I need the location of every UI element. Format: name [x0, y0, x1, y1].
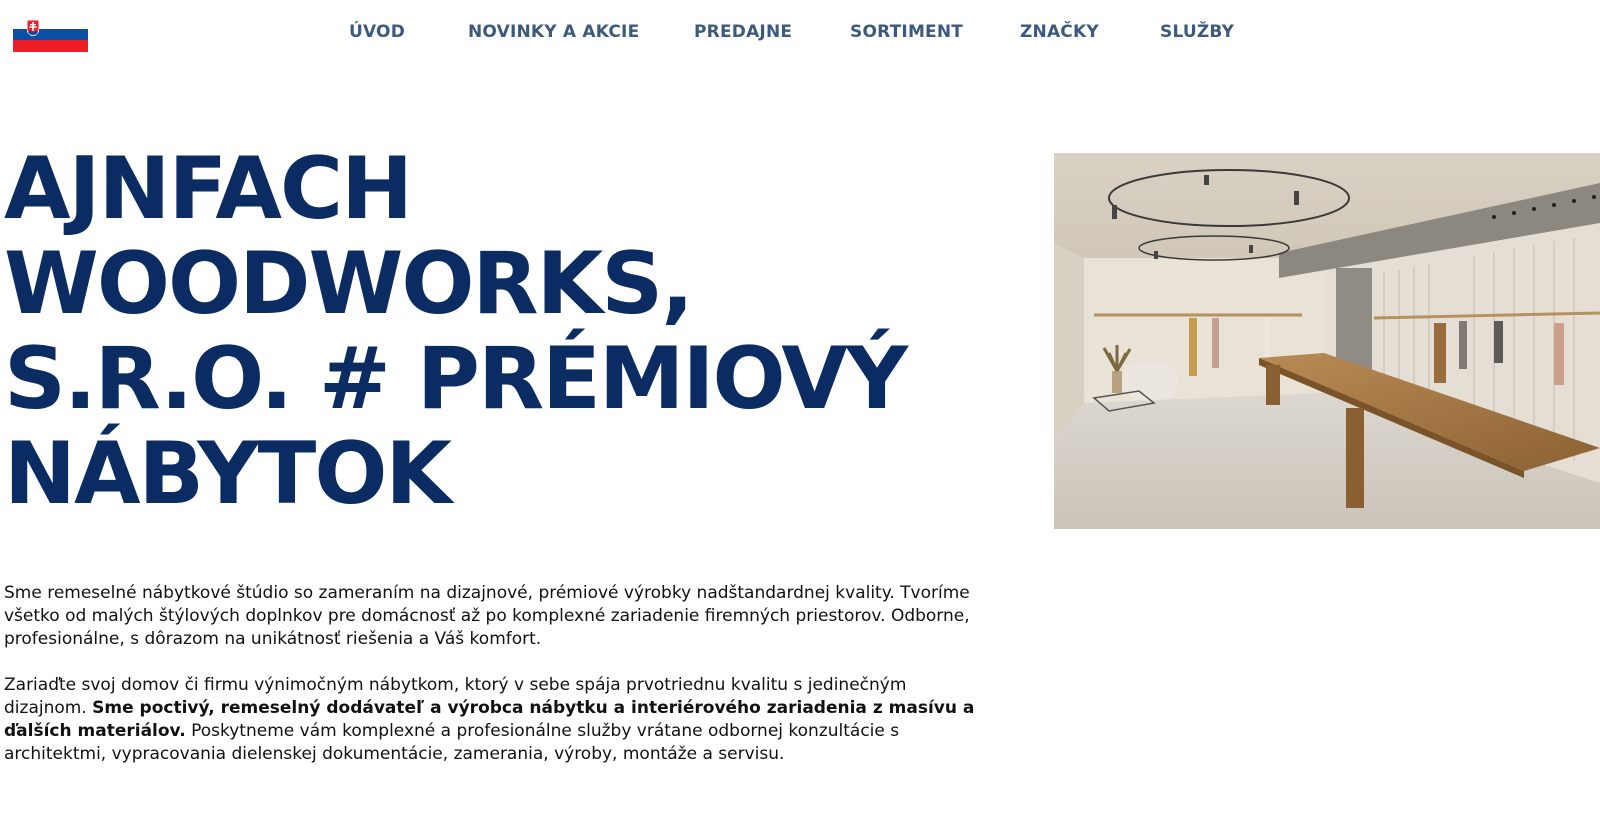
page-title	[4, 139, 1004, 524]
nav-predajne[interactable]: PREDAJNE	[694, 22, 793, 42]
nav-znacky[interactable]: ZNAČKY	[1020, 22, 1099, 42]
nav-uvod[interactable]: ÚVOD	[349, 22, 406, 42]
main-navigation	[0, 18, 1600, 48]
intro-text	[4, 582, 984, 789]
nav-novinky-a-akcie[interactable]: NOVINKY A AKCIE	[468, 22, 640, 42]
intro-paragraph: Sme remeselné nábytkové štúdio so zameraním na dizajnové, prémiové výrobky nadštandardnej kvality. Tvoríme všetko od malých štýlových doplnkov pre domácnosť až po komplexné zariadenie firemných priestorov. Odborne, profesionálne, s dôrazom na unikátnosť riešenia a Váš komfort.	[4, 583, 970, 649]
intro-lead: Zariaďte svoj domov či firmu výnimočným nábytkom, ktorý v sebe spája prvotriednu kvalitu s jedinečným dizajnom.	[4, 675, 907, 718]
intro-tail: Poskytneme vám komplexné a profesionálne služby vrátane odbornej konzultácie s architektmi, vypracovania dielenskej dokumentácie, zamerania, výroby, montáže a servisu.	[4, 721, 900, 764]
nav-sluzby[interactable]: SLUŽBY	[1160, 22, 1235, 42]
intro-paragraph	[4, 674, 984, 766]
intro-bold: Sme poctivý, remeselný dodávateľ a výrobca nábytku a interiérového zariadenia z masívu a ďalších materiálov.	[4, 698, 975, 741]
showroom-illustration	[1054, 153, 1600, 529]
title-line: WOODWORKS,	[4, 234, 692, 334]
title-line: S.R.O. # PRÉMIOVÝ	[4, 329, 907, 429]
nav-sortiment[interactable]: SORTIMENT	[850, 22, 964, 42]
showroom-photo	[1054, 153, 1600, 529]
title-line: NÁBYTOK	[4, 424, 451, 524]
title-line: AJNFACH	[4, 139, 412, 239]
